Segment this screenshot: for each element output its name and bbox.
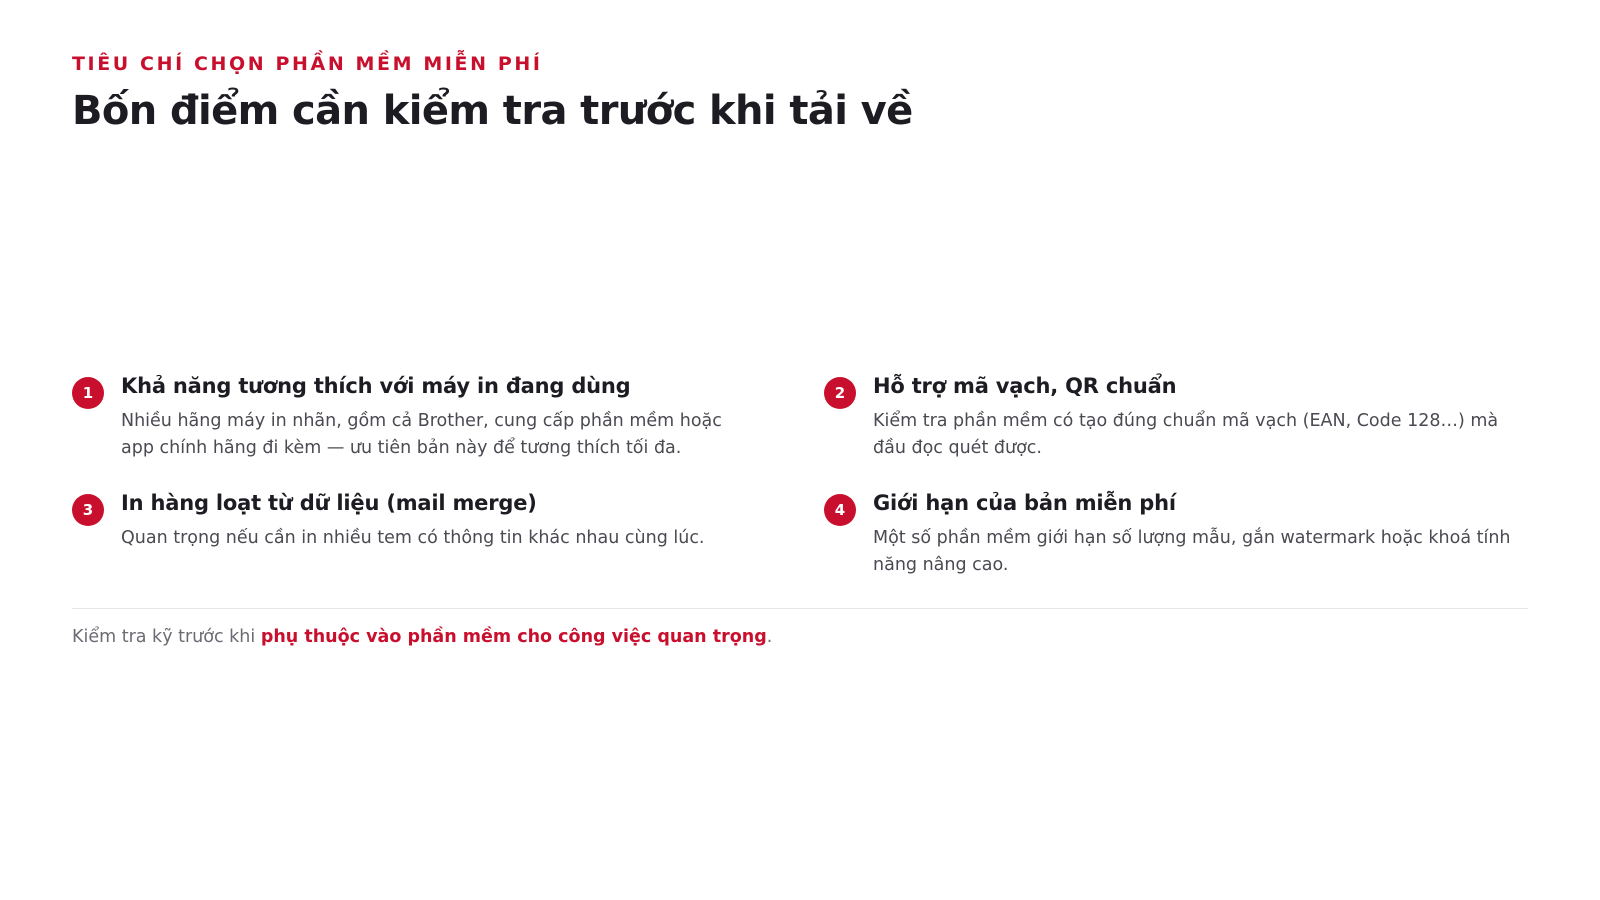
number-badge: 4 <box>824 494 856 526</box>
criterion-title: Khả năng tương thích với máy in đang dùng <box>121 374 631 398</box>
section-eyebrow: TIÊU CHÍ CHỌN PHẦN MỀM MIỄN PHÍ <box>72 53 543 75</box>
number-badge: 3 <box>72 494 104 526</box>
slide <box>72 0 1528 900</box>
footer-note <box>72 627 772 647</box>
criterion-title: In hàng loạt từ dữ liệu (mail merge) <box>121 491 537 515</box>
divider <box>72 608 1528 609</box>
criterion-description: Nhiều hãng máy in nhãn, gồm cả Brother, cung cấp phần mềm hoặc app chính hãng đi kèm — ưu tiên bản này để tương thích tối đa. <box>121 411 722 458</box>
criterion-title: Hỗ trợ mã vạch, QR chuẩn <box>873 374 1177 398</box>
footer-prefix: Kiểm tra kỹ trước khi <box>72 627 261 647</box>
criterion-description: Kiểm tra phần mềm có tạo đúng chuẩn mã vạch (EAN, Code 128…) mà đầu đọc quét được. <box>873 411 1499 458</box>
criterion-title: Giới hạn của bản miễn phí <box>873 491 1176 515</box>
number-badge: 1 <box>72 377 104 409</box>
footer-emphasis: phụ thuộc vào phần mềm cho công việc quan trọng <box>260 627 767 647</box>
criterion-description: Một số phần mềm giới hạn số lượng mẫu, gắn watermark hoặc khoá tính năng nâng cao. <box>873 528 1511 575</box>
footer-suffix: . <box>766 627 773 647</box>
criterion-description: Quan trọng nếu cần in nhiều tem có thông tin khác nhau cùng lúc. <box>121 528 705 548</box>
number-badge: 2 <box>824 377 856 409</box>
page-title: Bốn điểm cần kiểm tra trước khi tải về <box>72 88 913 134</box>
